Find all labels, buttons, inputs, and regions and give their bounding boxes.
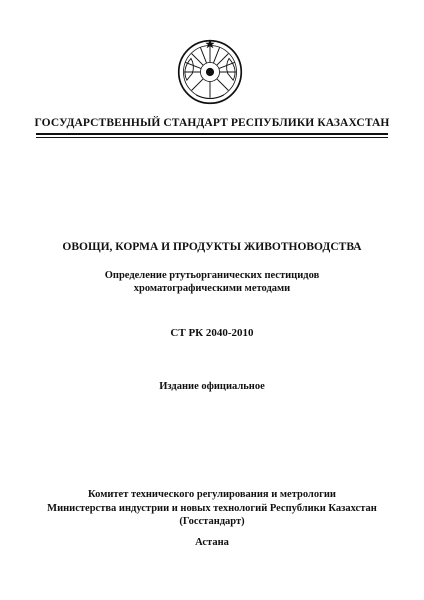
header-title: ГОСУДАРСТВЕННЫЙ СТАНДАРТ РЕСПУБЛИКИ КАЗАХСТАН (34, 117, 390, 129)
edition-label: Издание официальное (159, 381, 265, 392)
committee-line: Комитет технического регулирования и метрологии (88, 489, 336, 500)
subtitle-line: Определение ртутьорганических пестицидов (104, 270, 320, 281)
committee-line: (Госстандарт) (179, 516, 245, 527)
header-rule-thick (36, 133, 388, 135)
coat-of-arms-icon (176, 38, 244, 106)
standard-number: СТ РК 2040-2010 (170, 327, 254, 339)
header-rule-thin (36, 137, 388, 138)
document-subtitle (0, 269, 424, 295)
committee-line: Министерства индустрии и новых технологий Республики Казахстан (47, 502, 377, 514)
subtitle-line: хроматографическими методами (133, 283, 291, 294)
city-label: Астана (195, 537, 229, 548)
committee-block (0, 488, 424, 529)
document-title: ОВОЩИ, КОРМА И ПРОДУКТЫ ЖИВОТНОВОДСТВА (62, 241, 362, 253)
